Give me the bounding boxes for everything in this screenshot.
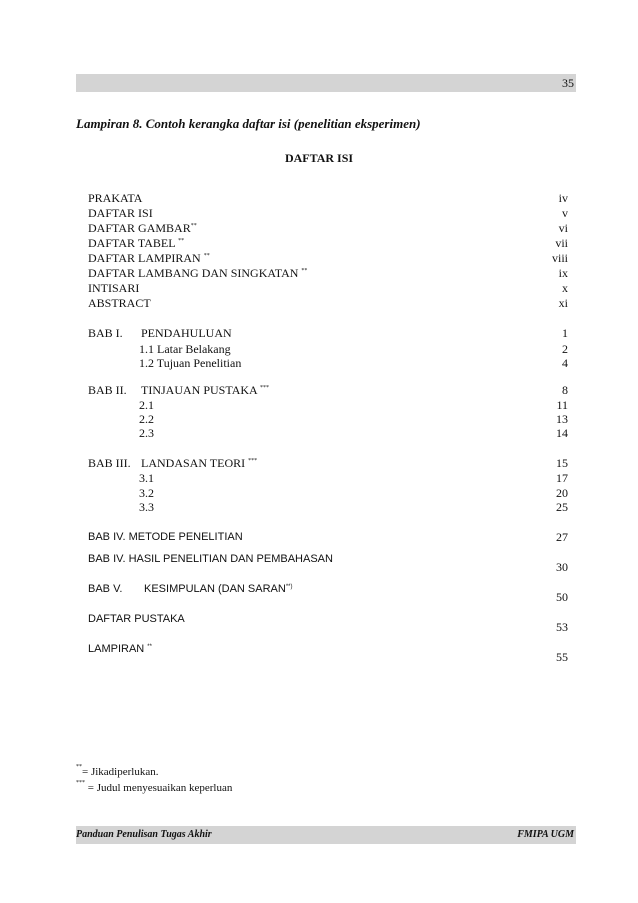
footnote-mark: *** (260, 385, 270, 391)
entry-label: INTISARI (88, 281, 140, 295)
chapter-2-entry (88, 382, 568, 398)
subsection-page: 13 (556, 412, 568, 426)
appendix-page (88, 649, 568, 665)
toc-entry (88, 250, 568, 266)
chapter-4-entry (88, 529, 568, 545)
entry-page: 27 (556, 530, 568, 544)
chapter-number: BAB I. (88, 326, 123, 340)
footnote-mark: ** (190, 223, 197, 229)
toc-entry (88, 295, 568, 311)
subsection-label: 2.3 (139, 426, 154, 440)
chapter-number: BAB III. (88, 456, 131, 470)
footnote-mark: ** (178, 238, 185, 244)
footer-right-text: FMIPA UGM (517, 829, 574, 840)
bibliography-page (88, 619, 568, 635)
toc-entry (88, 190, 568, 206)
subsection-label: 2.1 (139, 398, 154, 412)
entry-page: 55 (556, 650, 568, 664)
chapter-title: KESIMPULAN (DAN SARAN**) (144, 583, 293, 595)
footnote-mark: *** (248, 458, 258, 464)
entry-page: ix (558, 266, 568, 280)
subsection-label: 1.1 Latar Belakang (139, 342, 231, 356)
subsection-label: 1.2 Tujuan Penelitian (139, 356, 242, 370)
entry-page: 8 (562, 383, 568, 397)
chapter-4-results-page (88, 559, 568, 575)
entry-label: DAFTAR LAMPIRAN ** (88, 251, 210, 265)
entry-page: 50 (556, 590, 568, 604)
subsection-label: 3.2 (139, 486, 154, 500)
page-number: 35 (562, 76, 574, 90)
footnote-mark: ** (147, 644, 152, 650)
footnote-mark: ** (203, 253, 210, 259)
chapter-number: BAB II. (88, 383, 127, 397)
chapter-title: PENDAHULUAN (141, 326, 232, 340)
entry-label: ABSTRACT (88, 296, 151, 310)
entry-page: vii (555, 236, 568, 250)
chapter-5-page (88, 589, 568, 605)
toc-entry (88, 235, 568, 251)
subsection-page: 2 (562, 342, 568, 356)
subsection-label: 3.3 (139, 500, 154, 514)
entry-page: iv (558, 191, 568, 205)
chapter-1-entry (88, 325, 568, 341)
footnote (76, 782, 232, 794)
entry-page: 1 (562, 326, 568, 340)
entry-page: viii (551, 251, 568, 265)
toc-heading: DAFTAR ISI (284, 151, 354, 165)
footnote-mark: ** (76, 764, 82, 770)
toc-entry (88, 265, 568, 281)
footnote-mark: *** (76, 780, 85, 786)
chapter-title: TINJAUAN PUSTAKA *** (141, 383, 270, 397)
subsection-page: 4 (562, 356, 568, 370)
entry-page: v (562, 206, 568, 220)
subsection-label: 3.1 (139, 471, 154, 485)
subsection-page: 14 (556, 426, 568, 440)
chapter-title: LANDASAN TEORI *** (141, 456, 258, 470)
document-title: Lampiran 8. Contoh kerangka daftar isi (penelitian eksperimen) (76, 116, 421, 131)
entry-label: DAFTAR PUSTAKA (88, 613, 185, 625)
toc-entry (88, 205, 568, 221)
footnote-mark: ** (301, 268, 308, 274)
entry-label: DAFTAR LAMBANG DAN SINGKATAN ** (88, 266, 308, 280)
footnote (76, 766, 158, 778)
chapter-label: BAB IV. HASIL PENELITIAN DAN PEMBAHASAN (88, 553, 333, 565)
footnote-text: = Judul menyesuaikan keperluan (85, 782, 233, 794)
entry-page: 15 (556, 456, 568, 470)
header-bar (76, 74, 576, 92)
chapter-label: BAB IV. METODE PENELITIAN (88, 531, 243, 543)
subsection-page: 17 (556, 471, 568, 485)
entry-page: x (562, 281, 568, 295)
entry-label: PRAKATA (88, 191, 143, 205)
footer-left-text: Panduan Penulisan Tugas Akhir (76, 829, 212, 840)
entry-page: vi (558, 221, 568, 235)
entry-label: DAFTAR TABEL ** (88, 236, 185, 250)
footnote-mark: **) (285, 584, 293, 590)
subsection-page: 11 (556, 398, 568, 412)
chapter-3-entry (88, 455, 568, 471)
entry-page: xi (558, 296, 568, 310)
entry-page: 30 (556, 560, 568, 574)
entry-label: LAMPIRAN ** (88, 643, 152, 655)
entry-page: 53 (556, 620, 568, 634)
chapter-number: BAB V. (88, 583, 123, 595)
entry-label: DAFTAR ISI (88, 206, 153, 220)
toc-entry (88, 220, 568, 236)
subsection-label: 2.2 (139, 412, 154, 426)
toc-entry (88, 280, 568, 296)
subsection-page: 20 (556, 486, 568, 500)
footnote-text: = Jikadiperlukan. (82, 766, 159, 778)
subsection-page: 25 (556, 500, 568, 514)
entry-label: DAFTAR GAMBAR** (88, 221, 197, 235)
